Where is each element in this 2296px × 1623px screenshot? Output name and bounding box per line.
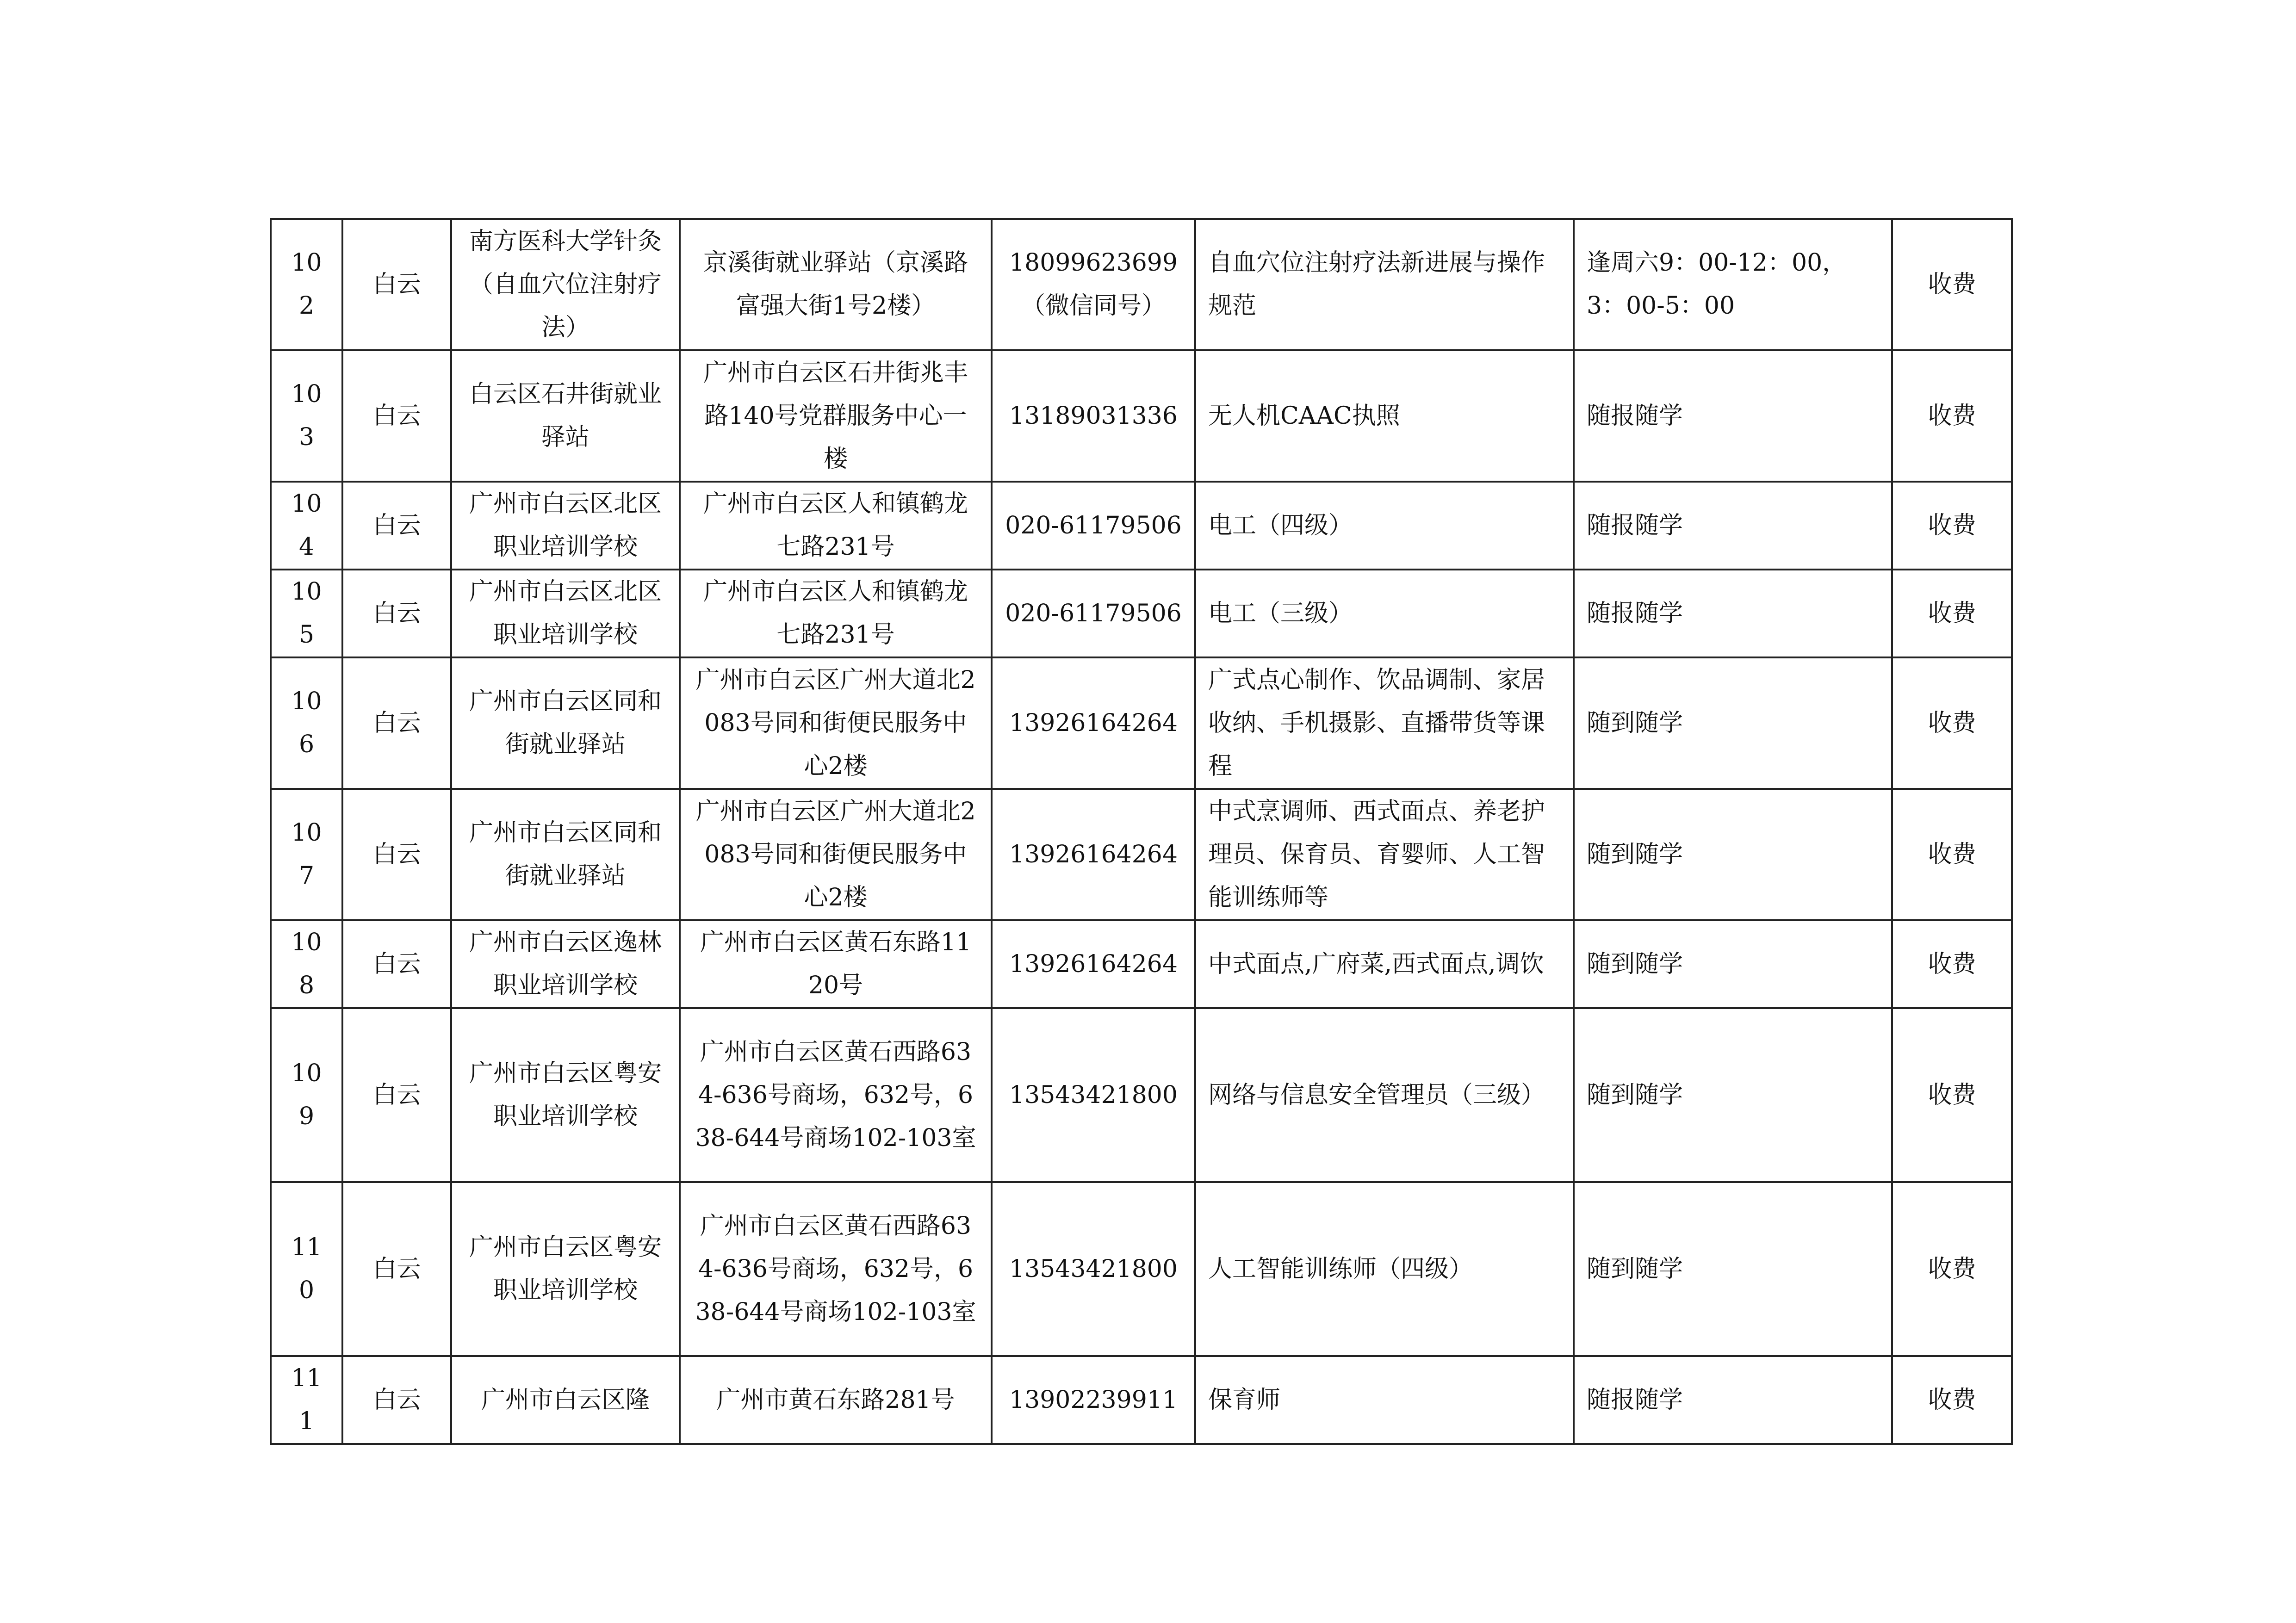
cell-institution: 广州市白云区同和街就业驿站 xyxy=(451,657,680,789)
cell-fee: 收费 xyxy=(1892,350,2012,482)
cell-institution: 广州市白云区同和街就业驿站 xyxy=(451,789,680,920)
cell-institution: 广州市白云区北区职业培训学校 xyxy=(451,570,680,657)
cell-address: 广州市白云区黄石西路634-636号商场，632号，638-644号商场102-103室 xyxy=(680,1008,992,1182)
cell-fee: 收费 xyxy=(1892,657,2012,789)
cell-institution: 白云区石井街就业驿站 xyxy=(451,350,680,482)
cell-schedule: 随到随学 xyxy=(1574,1182,1892,1356)
cell-course: 中式烹调师、西式面点、养老护理员、保育员、育婴师、人工智能训练师等 xyxy=(1195,789,1574,920)
cell-district: 白云 xyxy=(342,789,451,920)
table-row xyxy=(271,219,2012,350)
cell-no: 102 xyxy=(271,219,342,350)
cell-no: 106 xyxy=(271,657,342,789)
cell-no: 104 xyxy=(271,482,342,570)
table-row xyxy=(271,570,2012,657)
cell-no: 108 xyxy=(271,920,342,1008)
table-row xyxy=(271,657,2012,789)
cell-institution: 广州市白云区粤安职业培训学校 xyxy=(451,1008,680,1182)
cell-schedule: 随到随学 xyxy=(1574,657,1892,789)
cell-course: 自血穴位注射疗法新进展与操作规范 xyxy=(1195,219,1574,350)
cell-no: 111 xyxy=(271,1356,342,1444)
cell-course: 人工智能训练师（四级） xyxy=(1195,1182,1574,1356)
cell-phone: 13543421800 xyxy=(992,1008,1195,1182)
cell-schedule: 随报随学 xyxy=(1574,350,1892,482)
cell-phone: 020-61179506 xyxy=(992,482,1195,570)
cell-fee: 收费 xyxy=(1892,1182,2012,1356)
cell-fee: 收费 xyxy=(1892,789,2012,920)
cell-phone: 13926164264 xyxy=(992,657,1195,789)
table-row xyxy=(271,920,2012,1008)
cell-no: 103 xyxy=(271,350,342,482)
cell-address: 广州市黄石东路281号 xyxy=(680,1356,992,1444)
cell-fee: 收费 xyxy=(1892,482,2012,570)
cell-address: 广州市白云区广州大道北2083号同和街便民服务中心2楼 xyxy=(680,657,992,789)
cell-no: 110 xyxy=(271,1182,342,1356)
table-row xyxy=(271,1182,2012,1356)
cell-phone: 13926164264 xyxy=(992,789,1195,920)
cell-district: 白云 xyxy=(342,219,451,350)
cell-no: 107 xyxy=(271,789,342,920)
cell-phone: 13926164264 xyxy=(992,920,1195,1008)
table-row xyxy=(271,1008,2012,1182)
cell-course: 电工（四级） xyxy=(1195,482,1574,570)
cell-district: 白云 xyxy=(342,1356,451,1444)
cell-schedule: 随到随学 xyxy=(1574,789,1892,920)
cell-schedule: 随到随学 xyxy=(1574,920,1892,1008)
table-body xyxy=(271,219,2012,1444)
cell-district: 白云 xyxy=(342,920,451,1008)
cell-district: 白云 xyxy=(342,1182,451,1356)
cell-address: 广州市白云区人和镇鹤龙七路231号 xyxy=(680,570,992,657)
cell-schedule: 随报随学 xyxy=(1574,1356,1892,1444)
cell-no: 109 xyxy=(271,1008,342,1182)
cell-no: 105 xyxy=(271,570,342,657)
cell-course: 广式点心制作、饮品调制、家居收纳、手机摄影、直播带货等课程 xyxy=(1195,657,1574,789)
cell-institution: 广州市白云区逸林职业培训学校 xyxy=(451,920,680,1008)
cell-institution: 南方医科大学针灸（自血穴位注射疗法） xyxy=(451,219,680,350)
cell-phone: 13902239911 xyxy=(992,1356,1195,1444)
cell-district: 白云 xyxy=(342,570,451,657)
cell-course: 无人机CAAC执照 xyxy=(1195,350,1574,482)
cell-course: 保育师 xyxy=(1195,1356,1574,1444)
cell-district: 白云 xyxy=(342,482,451,570)
cell-address: 广州市白云区黄石西路634-636号商场，632号，638-644号商场102-103室 xyxy=(680,1182,992,1356)
cell-fee: 收费 xyxy=(1892,1008,2012,1182)
cell-address: 广州市白云区人和镇鹤龙七路231号 xyxy=(680,482,992,570)
cell-phone: 13543421800 xyxy=(992,1182,1195,1356)
cell-institution: 广州市白云区隆 xyxy=(451,1356,680,1444)
cell-course: 网络与信息安全管理员（三级） xyxy=(1195,1008,1574,1182)
table-row xyxy=(271,350,2012,482)
cell-address: 广州市白云区石井街兆丰路140号党群服务中心一楼 xyxy=(680,350,992,482)
cell-phone: 18099623699（微信同号） xyxy=(992,219,1195,350)
cell-institution: 广州市白云区北区职业培训学校 xyxy=(451,482,680,570)
cell-district: 白云 xyxy=(342,350,451,482)
cell-address: 广州市白云区广州大道北2083号同和街便民服务中心2楼 xyxy=(680,789,992,920)
cell-phone: 13189031336 xyxy=(992,350,1195,482)
cell-address: 京溪街就业驿站（京溪路富强大街1号2楼） xyxy=(680,219,992,350)
cell-schedule: 随报随学 xyxy=(1574,570,1892,657)
cell-schedule: 逢周六9：00-12：00，3：00-5：00 xyxy=(1574,219,1892,350)
table-row xyxy=(271,1356,2012,1444)
cell-fee: 收费 xyxy=(1892,219,2012,350)
cell-fee: 收费 xyxy=(1892,570,2012,657)
cell-district: 白云 xyxy=(342,657,451,789)
table-row xyxy=(271,482,2012,570)
cell-schedule: 随到随学 xyxy=(1574,1008,1892,1182)
cell-schedule: 随报随学 xyxy=(1574,482,1892,570)
training-table xyxy=(270,218,2013,1445)
cell-phone: 020-61179506 xyxy=(992,570,1195,657)
cell-address: 广州市白云区黄石东路1120号 xyxy=(680,920,992,1008)
cell-fee: 收费 xyxy=(1892,920,2012,1008)
cell-course: 电工（三级） xyxy=(1195,570,1574,657)
cell-fee: 收费 xyxy=(1892,1356,2012,1444)
cell-institution: 广州市白云区粤安职业培训学校 xyxy=(451,1182,680,1356)
table-row xyxy=(271,789,2012,920)
cell-district: 白云 xyxy=(342,1008,451,1182)
cell-course: 中式面点,广府菜,西式面点,调饮 xyxy=(1195,920,1574,1008)
